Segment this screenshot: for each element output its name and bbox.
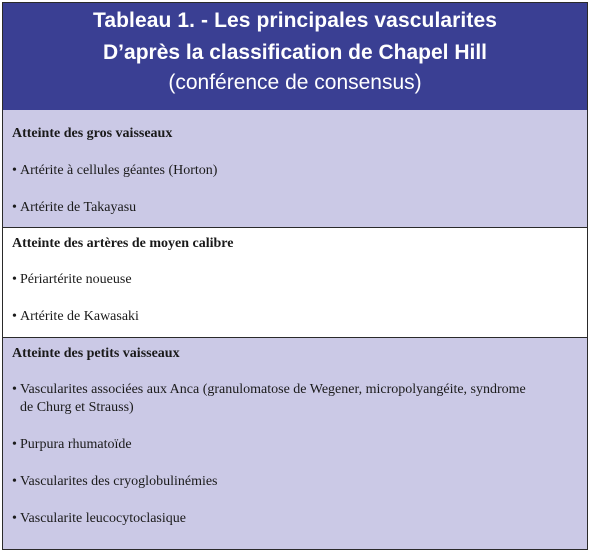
list-item: [12, 271, 557, 289]
list-item: [12, 308, 557, 326]
list-item-label: Artérite de Takayasu: [20, 200, 137, 215]
table-subtitle: D’après la classification de Chapel Hill: [103, 41, 487, 64]
table-title: Tableau 1. - Les principales vascularites: [92, 9, 498, 32]
list-item: [12, 510, 557, 528]
bullet-icon: •: [12, 474, 17, 489]
list-item-label: Artérite de Kawasaki: [20, 309, 139, 324]
list-item: [12, 162, 557, 180]
section-heading: Atteinte des gros vaisseaux: [12, 126, 173, 141]
list-item-continuation: de Churg et Strauss): [20, 400, 134, 415]
list-item: [12, 199, 557, 217]
bullet-icon: •: [12, 382, 17, 397]
list-item-label: Périartérite noueuse: [20, 272, 132, 287]
bullet-icon: •: [12, 511, 17, 526]
section-large-vessels: [3, 110, 587, 227]
section-small-vessels: [3, 337, 587, 549]
list-item: [12, 473, 557, 491]
vasculitis-table: [2, 2, 588, 550]
bullet-icon: •: [12, 437, 17, 452]
list-item-label: Artérite à cellules géantes (Horton): [20, 163, 218, 178]
list-item-label: Vascularite leucocytoclasique: [20, 511, 186, 526]
bullet-icon: •: [12, 309, 17, 324]
section-medium-arteries: [3, 227, 587, 337]
list-item-label: Vascularites des cryoglobulinémies: [20, 474, 218, 489]
list-item-label: Purpura rhumatoïde: [20, 437, 132, 452]
list-item-label: Vascularites associées aux Anca (granulomatose de Wegener, micropolyangéite, syndrome: [20, 382, 526, 397]
section-heading: Atteinte des petits vaisseaux: [12, 346, 180, 361]
bullet-icon: •: [12, 200, 17, 215]
list-item: [12, 381, 557, 417]
table-caption: (conférence de consensus): [168, 71, 422, 94]
list-item: [12, 436, 557, 454]
section-heading: Atteinte des artères de moyen calibre: [12, 236, 234, 251]
bullet-icon: •: [12, 163, 17, 178]
bullet-icon: •: [12, 272, 17, 287]
table-header: [3, 3, 587, 111]
